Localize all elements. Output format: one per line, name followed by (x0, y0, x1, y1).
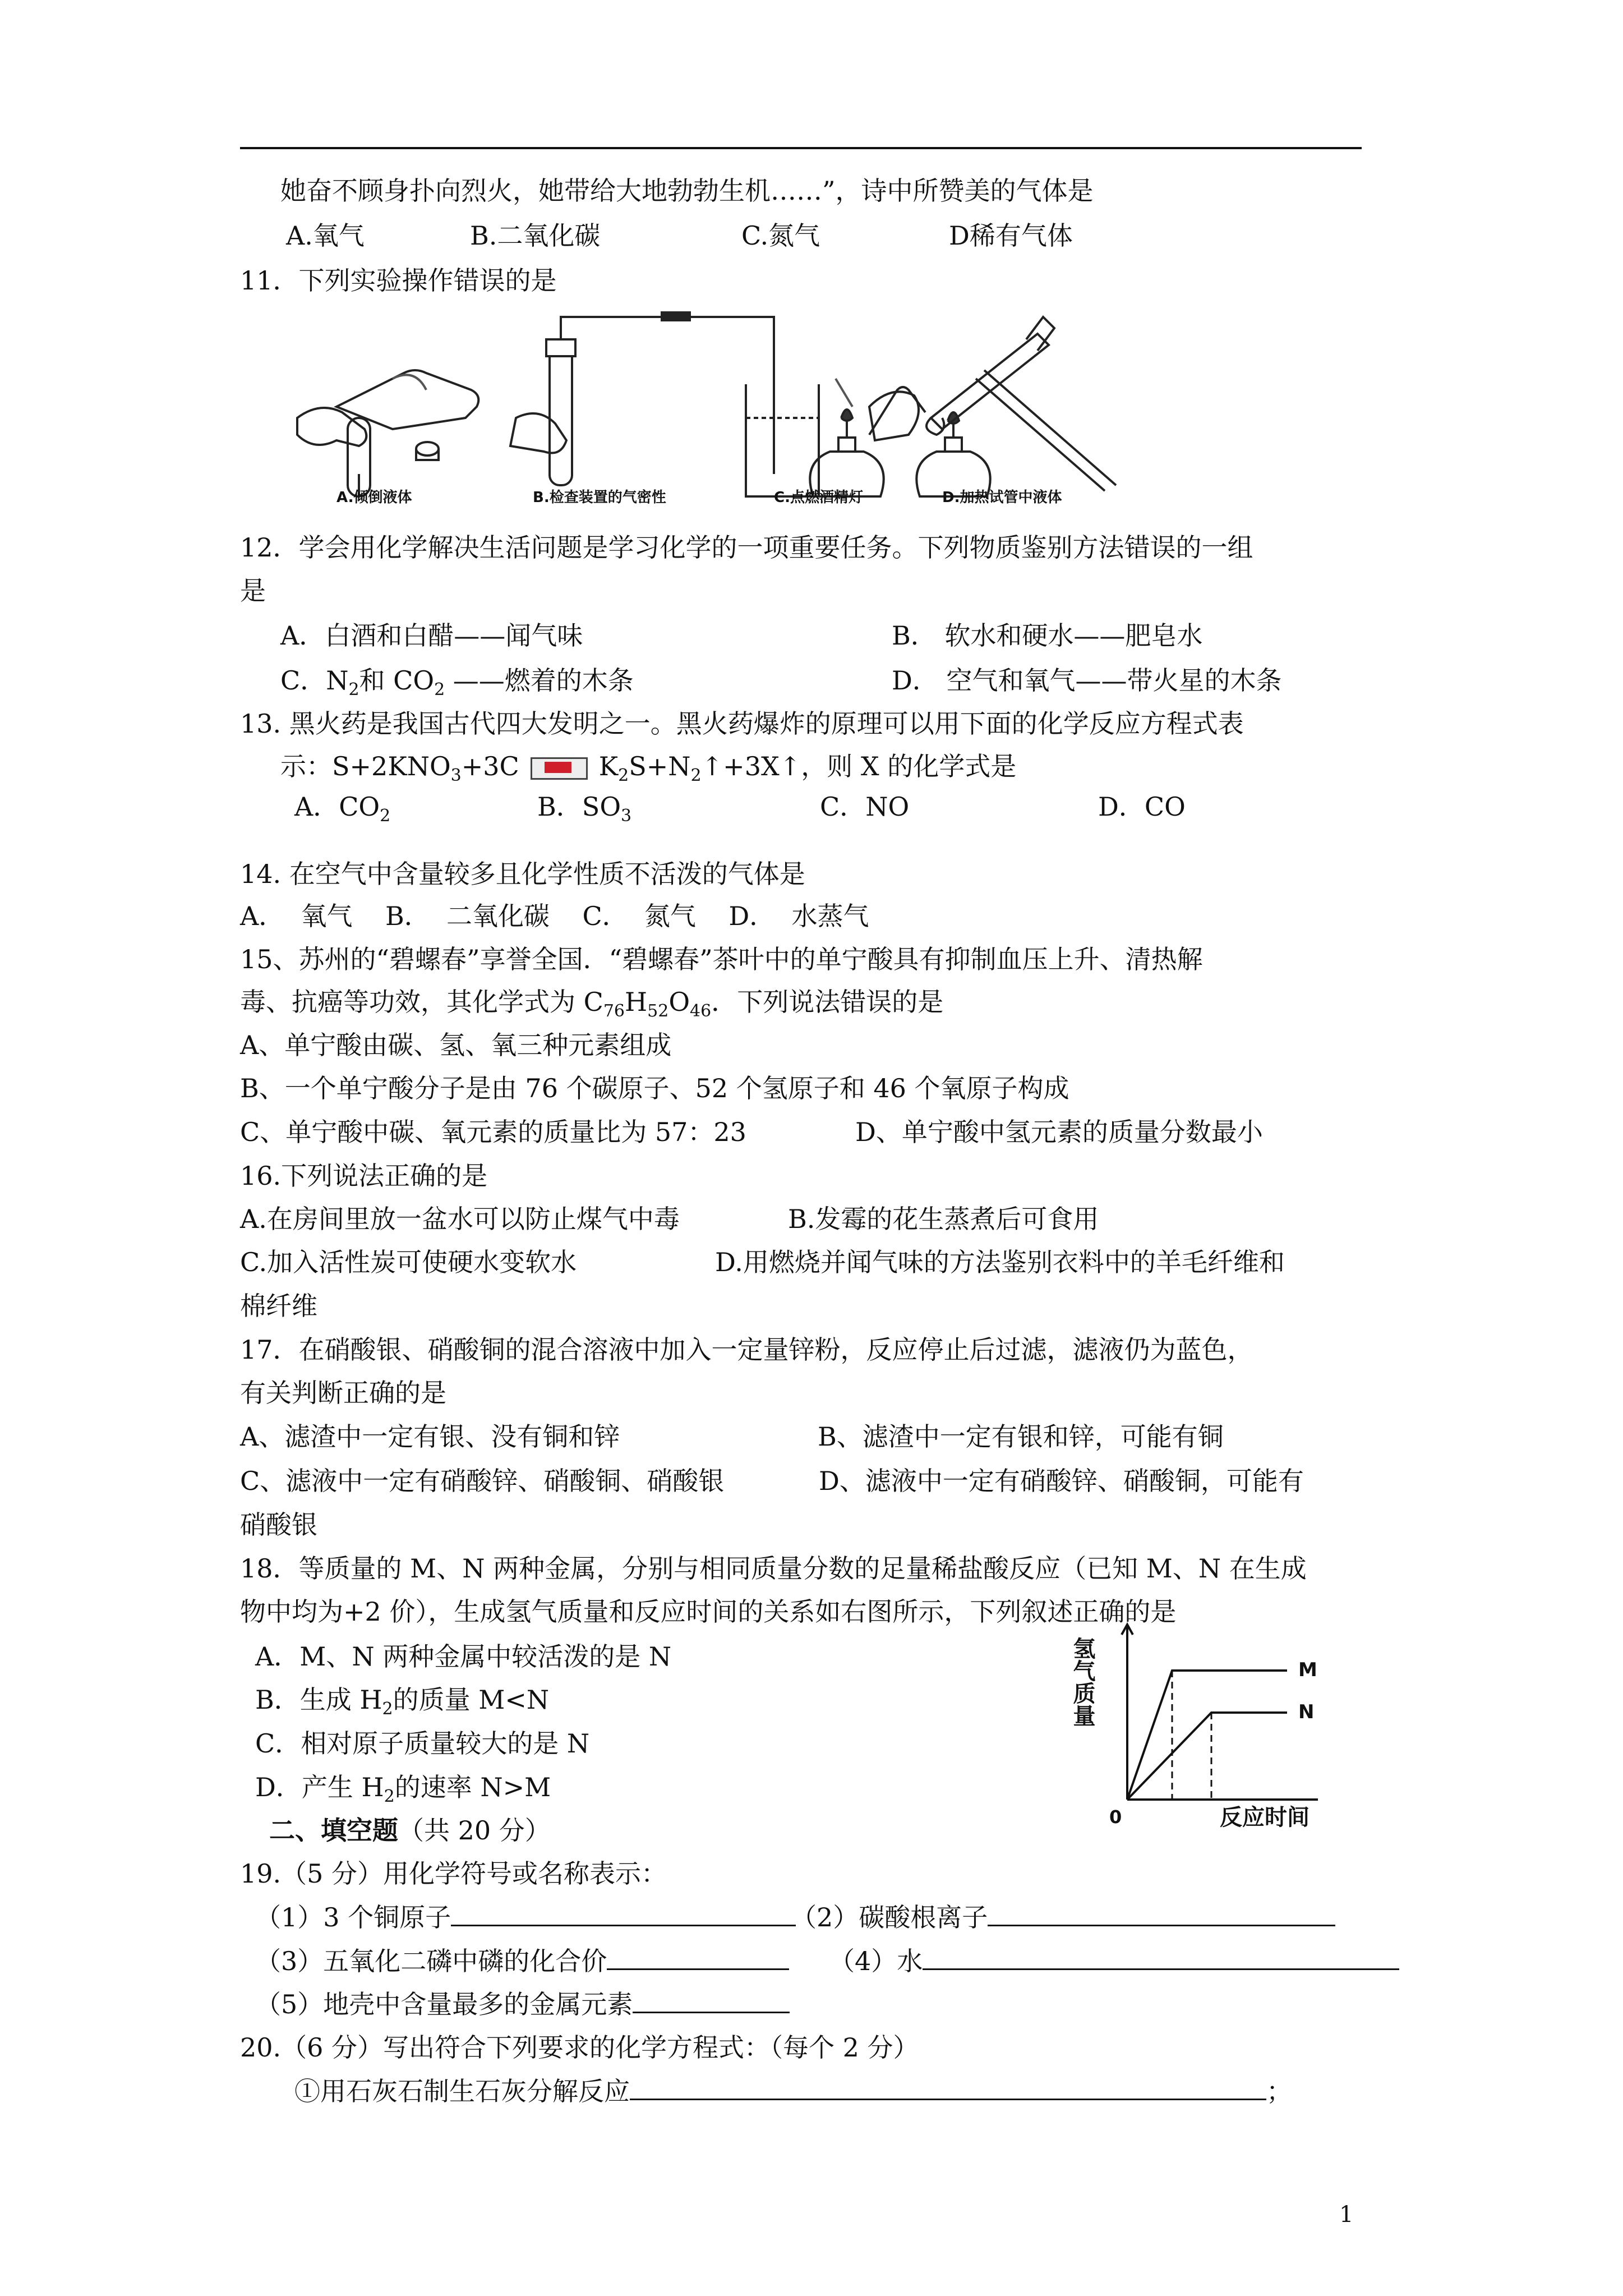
caption-b: B.检查装置的气密性 (533, 489, 666, 506)
q18-stem-line2: 物中均为+2 价），生成氢气质量和反应时间的关系如右图所示，下列叙述正确的是 (240, 1596, 1177, 1627)
q20-answer-1-blank[interactable] (630, 2076, 1266, 2100)
q16-option-d: D.用燃烧并闻气味的方法鉴别衣料中的羊毛纤维和 (715, 1247, 1285, 1277)
q10-option-d: D稀有气体 (949, 220, 1073, 251)
q15-option-b: B、一个单宁酸分子是由 76 个碳原子、52 个氢原子和 46 个氧原子构成 (240, 1073, 1069, 1103)
q12-option-d: D． 空气和氧气——带火星的木条 (892, 665, 1282, 696)
q14-stem: 14. 在空气中含量较多且化学性质不活泼的气体是 (240, 859, 805, 889)
q19-stem: 19.（5 分）用化学符号或名称表示： (240, 1858, 667, 1889)
q13-option-d: D．CO (1098, 792, 1186, 822)
q12-option-c: C．$N_2$和 $CO_2$ ——燃着的木条 (280, 665, 634, 700)
q20-stem: 20.（6 分）写出符合下列要求的化学方程式：（每个 2 分） (240, 2032, 919, 2063)
curve-n (1127, 1713, 1287, 1800)
q19-item-4: （4）水 (829, 1945, 1399, 1977)
q16-option-b: B.发霉的花生蒸煮后可食用 (788, 1204, 1099, 1234)
q12-option-b: B． 软水和硬水——肥皂水 (892, 620, 1203, 651)
q11-experiment-figure (280, 306, 1133, 510)
q15-option-c: C、单宁酸中碳、氧元素的质量比为 57：23 (240, 1117, 746, 1147)
q10-option-a: A.氧气 (286, 220, 365, 251)
q17-stem-line1: 17．在硝酸银、硝酸铜的混合溶液中加入一定量锌粉，反应停止后过滤，滤液仍为蓝色， (240, 1335, 1253, 1365)
q10-option-c: C.氮气 (741, 220, 820, 251)
q12-stem-line2: 是 (240, 576, 266, 606)
q13-option-a: A．$CO_2$ (294, 792, 391, 826)
pouring-liquid-illustration (297, 370, 478, 496)
heating-test-tube-illustration (916, 317, 1116, 496)
q16-option-c: C.加入活性炭可使硬水变软水 (240, 1247, 577, 1277)
page-number: 1 (1339, 2202, 1354, 2228)
caption-a: A.倾倒液体 (336, 489, 412, 506)
q14-options: A． 氧气 B． 二氧化碳 C． 氮气 D． 水蒸气 (240, 901, 869, 931)
airtightness-check-illustration (510, 312, 819, 496)
q11-stem: 11．下列实验操作错误的是 (240, 265, 557, 296)
label-m: M (1298, 1659, 1317, 1681)
q13-option-c: C．NO (820, 792, 910, 822)
q19-answer-2-blank[interactable] (988, 1902, 1335, 1926)
q15-stem-line1: 15、苏州的“碧螺春”享誉全国．“碧螺春”茶叶中的单宁酸具有抑制血压上升、清热解 (240, 944, 1203, 974)
q16-option-a: A.在房间里放一盆水可以防止煤气中毒 (240, 1204, 680, 1234)
q17-option-d: D、滤液中一定有硝酸锌、硝酸铜，可能有 (819, 1466, 1304, 1496)
q13-stem: 13. 黑火药是我国古代四大发明之一。黑火药爆炸的原理可以用下面的化学反应方程式表 (240, 708, 1244, 739)
q10-stem: 她奋不顾身扑向烈火，她带给大地勃勃生机……”，诗中所赞美的气体是 (280, 176, 1094, 206)
q18-option-b: B．生成 $H_2$的质量 M<N (255, 1685, 550, 1719)
hydrogen-mass-vs-time-graph (1069, 1614, 1335, 1839)
q19-answer-3-blank[interactable] (607, 1946, 789, 1970)
q19-answer-5-blank[interactable] (633, 1989, 790, 2013)
q19-item-1: （1）3 个铜原子 (255, 1902, 796, 1933)
q18-option-d: D．产生 $H_2$的速率 N>M (255, 1772, 551, 1806)
q16-option-d-cont: 棉纤维 (240, 1291, 317, 1321)
q18-option-c: C．相对原子质量较大的是 N (255, 1728, 590, 1759)
y-axis-label: 氢气质量 (1069, 1637, 1095, 1727)
q15-option-a: A、单宁酸由碳、氢、氧三种元素组成 (240, 1030, 672, 1060)
ignition-arrow-icon (531, 757, 588, 780)
q17-option-b: B、滤渣中一定有银和锌，可能有铜 (818, 1421, 1224, 1452)
q19-answer-1-blank[interactable] (451, 1902, 796, 1926)
section-2-heading: 二、填空题（共 20 分） (269, 1815, 551, 1846)
q17-option-c: C、滤液中一定有硝酸锌、硝酸铜、硝酸银 (240, 1466, 725, 1496)
q19-answer-4-blank[interactable] (923, 1946, 1399, 1970)
q19-item-5: （5）地壳中含量最多的金属元素 (255, 1989, 790, 2020)
q17-option-a: A、滤渣中一定有银、没有铜和锌 (240, 1421, 620, 1452)
caption-d: D.加热试管中液体 (942, 489, 1062, 506)
q17-option-d-cont: 硝酸银 (240, 1510, 317, 1540)
q12-stem-line1: 12．学会用化学解决生活问题是学习化学的一项重要任务。下列物质鉴别方法错误的一组 (240, 532, 1253, 563)
origin-label: 0 (1109, 1806, 1122, 1828)
x-axis-label: 反应时间 (1220, 1805, 1310, 1830)
q18-stem-line1: 18．等质量的 M、N 两种金属，分别与相同质量分数的足量稀盐酸反应（已知 M、N 在生成 (240, 1553, 1307, 1584)
caption-c: C.点燃酒精灯 (774, 489, 863, 506)
q16-stem: 16.下列说法正确的是 (240, 1161, 488, 1191)
q17-stem-line2: 有关判断正确的是 (240, 1378, 446, 1408)
q10-option-b: B.二氧化碳 (470, 220, 601, 251)
q15-option-d: D、单宁酸中氢元素的质量分数最小 (855, 1117, 1263, 1147)
q12-option-a: A．白酒和白醋——闻气味 (280, 620, 583, 651)
q13-option-b: B．$SO_3$ (537, 792, 632, 826)
q19-item-3: （3）五氧化二磷中磷的化合价 (255, 1945, 789, 1977)
header-rule (240, 147, 1362, 149)
q19-item-2: （2）碳酸根离子 (791, 1902, 1335, 1933)
q20-item-1: ①用石灰石制生石灰分解反应 ； (294, 2076, 1292, 2106)
q18-option-a: A．M、N 两种金属中较活泼的是 N (255, 1641, 672, 1672)
curve-m (1127, 1671, 1287, 1800)
alcohol-lamp-lighting-illustration (810, 379, 925, 496)
label-n: N (1298, 1701, 1315, 1723)
q15-stem-line2: 毒、抗癌等功效，其化学式为 $C_{76}H_{52}O_{46}$．下列说法错误的是 (240, 987, 944, 1021)
q13-equation: 示：$S+2KNO_3+3C$ $K_2S+N_2↑+3X↑$，则 X 的化学式是 (280, 751, 1017, 785)
